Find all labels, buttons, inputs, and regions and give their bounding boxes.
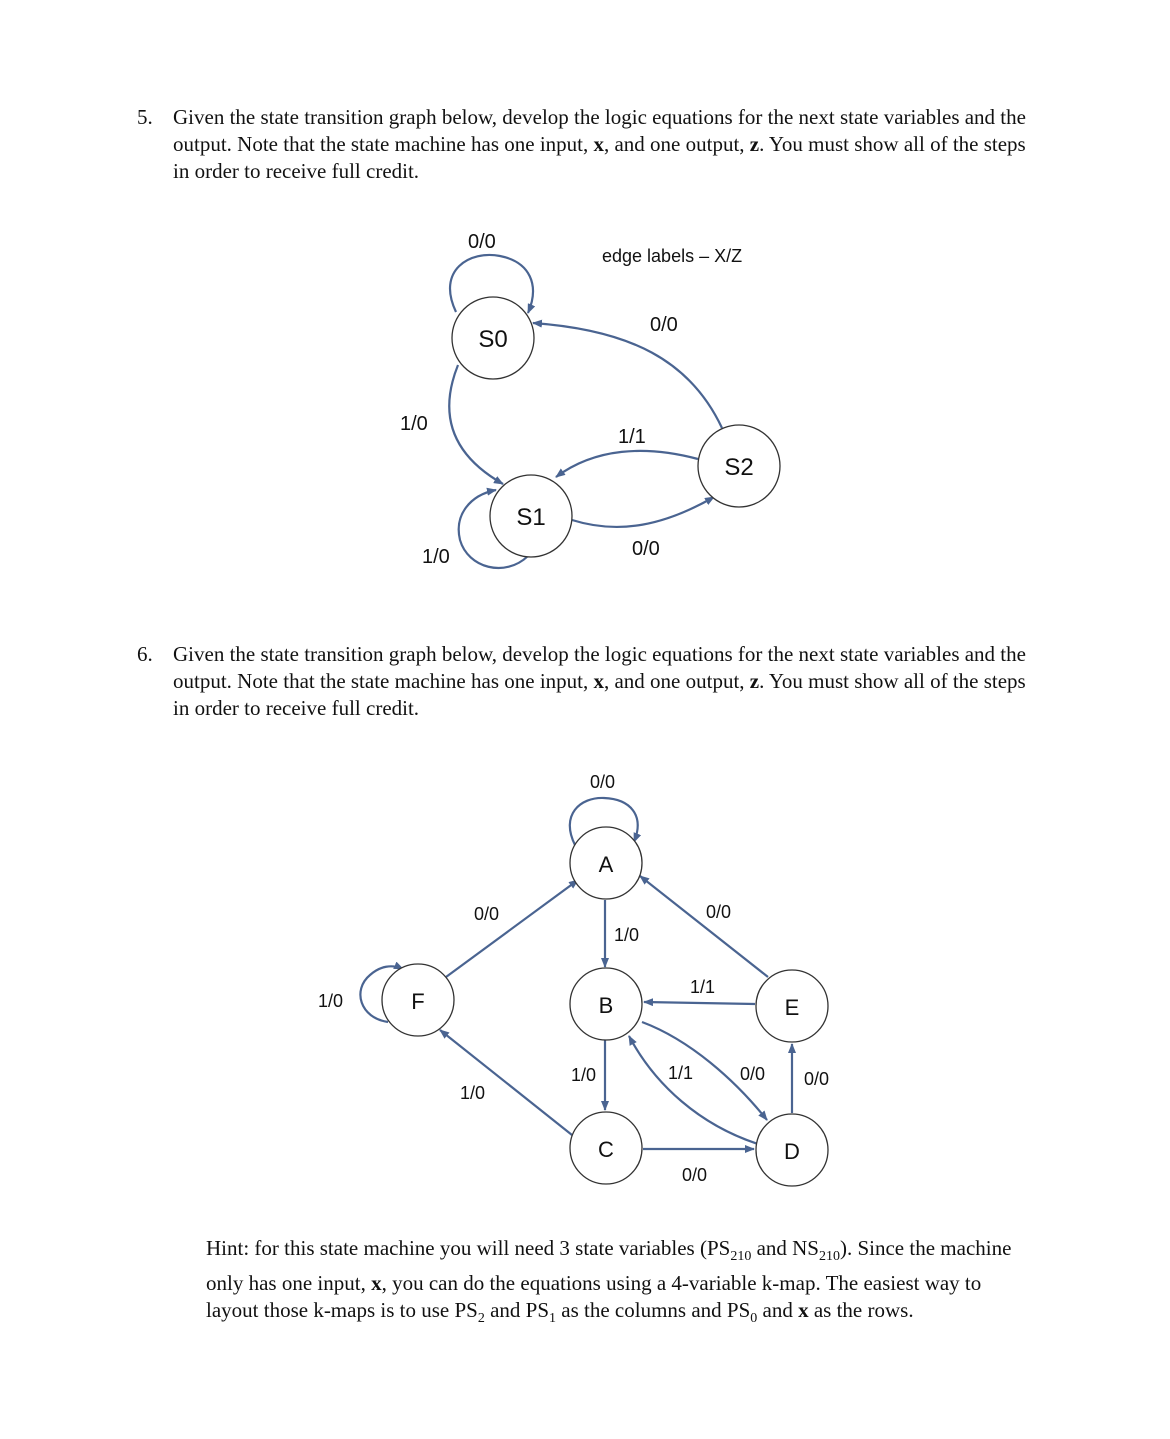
- edge-label-s1-s1: 1/0: [422, 546, 450, 568]
- edge-label-e-a: 0/0: [706, 902, 732, 922]
- state-e: [756, 970, 828, 1042]
- edge-s2-s1: [556, 451, 698, 477]
- state-s2: [698, 425, 780, 507]
- state-s0: [452, 297, 534, 379]
- state-a: [570, 827, 642, 899]
- edge-label-f-f: 1/0: [318, 991, 344, 1011]
- state-a-label: A: [598, 852, 614, 877]
- state-e-label: E: [784, 995, 800, 1020]
- diagram-problem-5: [400, 231, 780, 568]
- edge-label-s2-s0: 0/0: [650, 314, 678, 336]
- diagram-problem-6: [318, 772, 829, 1186]
- problem-6-text: Given the state transition graph below, develop the logic equations for the next state variables and the output. Note that the state machine has one input, x, and one output, z. You must show all of the steps in order to receive full credit.: [173, 642, 1026, 720]
- state-f-label: F: [411, 989, 425, 1014]
- state-s2-label: S2: [724, 454, 754, 481]
- state-s1: [490, 475, 572, 557]
- state-f: [382, 964, 454, 1036]
- edge-label-b-c: 1/0: [571, 1065, 597, 1085]
- edge-s1-s2: [572, 497, 714, 527]
- edge-label-e-b: 1/1: [690, 977, 716, 997]
- problem-5-text: Given the state transition graph below, develop the logic equations for the next state variables and the output. Note that the state machine has one input, x, and one output, z. You must show all of the steps in order to receive full credit.: [173, 105, 1026, 183]
- edge-s0-s1: [449, 365, 503, 484]
- edge-label-d-e: 0/0: [804, 1069, 830, 1089]
- state-c: [570, 1112, 642, 1184]
- state-b: [570, 968, 642, 1040]
- edge-label-a-a: 0/0: [590, 772, 616, 792]
- edge-label-a-b: 1/0: [614, 925, 640, 945]
- edge-label-c-d: 0/0: [682, 1165, 708, 1185]
- state-s0-label: S0: [478, 326, 508, 353]
- edge-e-a: [640, 876, 768, 977]
- state-s1-label: S1: [516, 504, 546, 531]
- edge-e-b: [644, 1002, 755, 1004]
- edge-d-b: [629, 1036, 758, 1144]
- state-c-label: C: [598, 1137, 614, 1162]
- edge-label-s0-s1: 1/0: [400, 413, 428, 435]
- edge-label-legend: edge labels – X/Z: [602, 246, 743, 266]
- edge-f-a: [446, 880, 578, 977]
- edge-label-s0-s0: 0/0: [468, 231, 496, 253]
- edge-label-f-a: 0/0: [474, 904, 500, 924]
- problem-5-number: 5.: [137, 105, 153, 129]
- state-d-label: D: [784, 1139, 800, 1164]
- problem-6-hint: Hint: for this state machine you will need 3 state variables ($PS_{210}$ and $NS_{210}$). Since the machine only has one input, x, you can do the equations using a 4-variable k-map. The easiest way to layout those k-maps is to use $PS_2$ and $PS_1$ as the columns and $PS_0$ and x as the rows.: [206, 1236, 1012, 1327]
- problem-6-number: 6.: [137, 642, 153, 666]
- edge-label-d-b: 1/1: [668, 1063, 694, 1083]
- edge-label-s2-s1: 1/1: [618, 426, 646, 448]
- state-d: [756, 1114, 828, 1186]
- edge-label-c-f: 1/0: [460, 1083, 486, 1103]
- edge-label-s1-s2: 0/0: [632, 538, 660, 560]
- state-b-label: B: [598, 993, 614, 1018]
- edge-s2-s0: [533, 323, 722, 428]
- edge-label-b-d: 0/0: [740, 1064, 766, 1084]
